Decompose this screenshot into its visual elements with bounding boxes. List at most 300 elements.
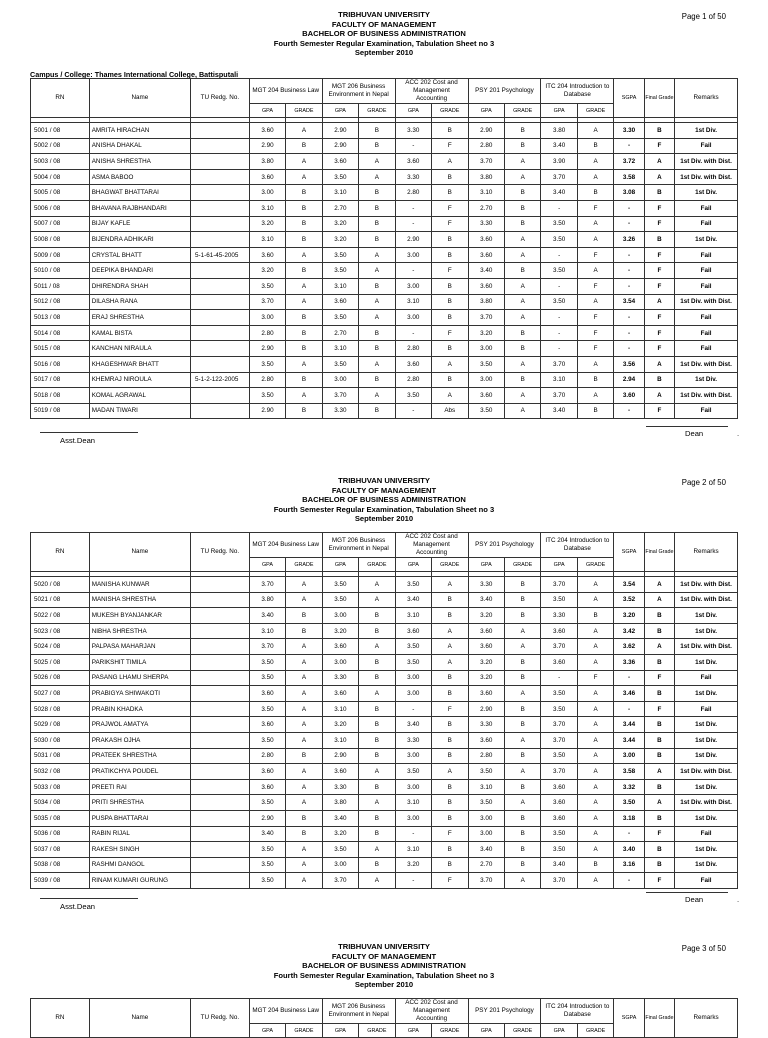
subject-grade: B [504, 779, 540, 795]
subject-gpa: 3.20 [468, 654, 504, 670]
col-grade: GRADE [504, 558, 540, 572]
subject-grade: B [359, 826, 395, 842]
subject-grade: A [504, 795, 540, 811]
remarks: 1st Div. [675, 123, 738, 139]
student-name: BIJAY KAFLE [89, 216, 190, 232]
subject-grade: A [432, 639, 468, 655]
header-program: BACHELOR OF BUSINESS ADMINISTRATION [302, 961, 466, 971]
subject-gpa: 2.70 [322, 200, 358, 216]
subject-gpa: 3.60 [541, 795, 577, 811]
subject-grade: B [359, 810, 395, 826]
roll-number: 5027 / 08 [31, 686, 90, 702]
subject-gpa: 3.60 [468, 247, 504, 263]
roll-number: 5014 / 08 [31, 325, 90, 341]
col-remarks: Remarks [675, 533, 738, 572]
col-gpa: GPA [249, 1024, 285, 1038]
sgpa: - [614, 216, 644, 232]
subject-gpa: 3.60 [249, 123, 285, 139]
roll-number: 5023 / 08 [31, 623, 90, 639]
subject-grade: A [504, 232, 540, 248]
table-row [31, 592, 738, 608]
student-name: PRAKASH OJHA [89, 732, 190, 748]
subject-grade: A [504, 278, 540, 294]
col-gpa: GPA [541, 1024, 577, 1038]
tu-registration [191, 701, 250, 717]
subject-gpa: 3.60 [468, 388, 504, 404]
subject-grade: A [577, 842, 613, 858]
table-row [31, 185, 738, 201]
table-row [31, 686, 738, 702]
sgpa: 3.44 [614, 717, 644, 733]
header-program: BACHELOR OF BUSINESS ADMINISTRATION [302, 29, 466, 39]
subject-gpa: 3.50 [249, 842, 285, 858]
col-gpa: GPA [541, 558, 577, 572]
tu-registration: 5-1-2-122-2005 [191, 372, 250, 388]
subject-gpa: 3.00 [322, 654, 358, 670]
tu-registration [191, 857, 250, 873]
final-grade: B [644, 842, 674, 858]
remarks: Fail [675, 341, 738, 357]
subject-gpa: 3.20 [249, 216, 285, 232]
final-grade: F [644, 216, 674, 232]
subject-gpa: 3.50 [249, 873, 285, 889]
subject-grade: F [432, 325, 468, 341]
table-row [31, 764, 738, 780]
remarks: 1st Div. with Dist. [675, 356, 738, 372]
tu-registration [191, 341, 250, 357]
subject-gpa: 3.40 [468, 592, 504, 608]
subject-gpa: 3.70 [541, 717, 577, 733]
subject-gpa: 3.20 [468, 608, 504, 624]
table-row [31, 123, 738, 139]
subject-grade: B [577, 185, 613, 201]
subject-gpa: 2.70 [322, 325, 358, 341]
subject-grade: B [577, 138, 613, 154]
student-name: KAMAL BISTA [89, 325, 190, 341]
roll-number: 5002 / 08 [31, 138, 90, 154]
student-name: DILASHA RANA [89, 294, 190, 310]
remarks: 1st Div. with Dist. [675, 764, 738, 780]
roll-number: 5029 / 08 [31, 717, 90, 733]
subject-grade: B [359, 325, 395, 341]
remarks: Fail [675, 200, 738, 216]
subject-grade: A [359, 356, 395, 372]
subject-grade: F [432, 873, 468, 889]
subject-grade: B [577, 372, 613, 388]
subject-grade: A [504, 247, 540, 263]
final-grade: A [644, 764, 674, 780]
roll-number: 5039 / 08 [31, 873, 90, 889]
subject-grade: A [432, 356, 468, 372]
subject-grade: B [577, 608, 613, 624]
subject-grade: B [432, 341, 468, 357]
col-rn: RN [31, 533, 90, 572]
subject-grade: A [577, 748, 613, 764]
subject-gpa: 3.70 [468, 310, 504, 326]
subject-gpa: 3.30 [322, 779, 358, 795]
subject-gpa: 3.60 [322, 294, 358, 310]
col-grade: GRADE [359, 104, 395, 118]
final-grade: A [644, 592, 674, 608]
subject-gpa: 3.50 [541, 748, 577, 764]
tu-registration [191, 216, 250, 232]
final-grade: A [644, 154, 674, 170]
table-row [31, 623, 738, 639]
subject-gpa: 3.60 [249, 247, 285, 263]
table-row [31, 608, 738, 624]
header-program: BACHELOR OF BUSINESS ADMINISTRATION [302, 495, 466, 505]
col-tu-redg: TU Redg. No. [191, 999, 250, 1038]
subject-gpa: 3.10 [322, 278, 358, 294]
remarks: 1st Div. [675, 779, 738, 795]
subject-grade: B [286, 200, 322, 216]
subject-gpa: 3.50 [468, 403, 504, 419]
subject-grade: B [504, 654, 540, 670]
sheet-header [0, 476, 768, 524]
roll-number: 5006 / 08 [31, 200, 90, 216]
sheet-header [0, 10, 768, 58]
subject-gpa: 3.40 [541, 138, 577, 154]
remarks: 1st Div. with Dist. [675, 639, 738, 655]
subject-gpa: 2.90 [468, 123, 504, 139]
remarks: Fail [675, 670, 738, 686]
subject-gpa: 3.30 [395, 169, 431, 185]
subject-gpa: 3.50 [249, 670, 285, 686]
tu-registration [191, 810, 250, 826]
subject-grade: F [432, 263, 468, 279]
final-grade: A [644, 169, 674, 185]
table-row [31, 639, 738, 655]
subject-gpa: 3.80 [468, 294, 504, 310]
tu-registration [191, 639, 250, 655]
tu-registration [191, 154, 250, 170]
subject-grade: B [359, 654, 395, 670]
subject-gpa: 2.90 [322, 138, 358, 154]
subject-grade: A [504, 356, 540, 372]
subject-grade: B [432, 748, 468, 764]
subject-grade: B [286, 263, 322, 279]
subject-grade: F [432, 826, 468, 842]
header-university: TRIBHUVAN UNIVERSITY [338, 476, 430, 485]
sgpa: - [614, 341, 644, 357]
subject-gpa: 3.00 [395, 278, 431, 294]
roll-number: 5004 / 08 [31, 169, 90, 185]
remarks: 1st Div. [675, 717, 738, 733]
subject-gpa: - [395, 826, 431, 842]
sgpa: 3.56 [614, 356, 644, 372]
subject-gpa: 3.70 [541, 388, 577, 404]
col-subject: MGT 204 Business Law [249, 533, 322, 558]
subject-gpa: 3.00 [468, 372, 504, 388]
subject-grade: B [432, 278, 468, 294]
sgpa: 3.58 [614, 764, 644, 780]
remarks: 1st Div. [675, 185, 738, 201]
final-grade: A [644, 294, 674, 310]
subject-grade: A [359, 388, 395, 404]
subject-gpa: 3.40 [541, 857, 577, 873]
subject-gpa: 3.00 [395, 247, 431, 263]
subject-grade: A [359, 310, 395, 326]
col-subject: PSY 201 Psychology [468, 79, 541, 104]
student-name: NIBHA SHRESTHA [89, 623, 190, 639]
subject-gpa: - [541, 278, 577, 294]
sgpa: - [614, 263, 644, 279]
subject-grade: F [577, 341, 613, 357]
subject-grade: B [359, 623, 395, 639]
roll-number: 5037 / 08 [31, 842, 90, 858]
subject-grade: A [577, 294, 613, 310]
subject-gpa: 3.60 [395, 356, 431, 372]
subject-grade: B [504, 123, 540, 139]
subject-gpa: 3.60 [249, 764, 285, 780]
subject-gpa: 3.70 [541, 764, 577, 780]
subject-gpa: 3.20 [322, 232, 358, 248]
table-row [31, 138, 738, 154]
subject-grade: F [432, 701, 468, 717]
student-name: BHAGWAT BHATTARAI [89, 185, 190, 201]
final-grade: A [644, 388, 674, 404]
subject-gpa: 3.80 [468, 169, 504, 185]
col-gpa: GPA [322, 558, 358, 572]
subject-grade: A [286, 247, 322, 263]
subject-gpa: 3.10 [249, 232, 285, 248]
subject-gpa: 3.50 [541, 232, 577, 248]
final-grade: B [644, 623, 674, 639]
subject-grade: B [359, 670, 395, 686]
page-number: Page 2 of 50 [681, 478, 726, 487]
remarks: 1st Div. [675, 654, 738, 670]
subject-gpa: 3.60 [468, 686, 504, 702]
col-subject: MGT 204 Business Law [249, 999, 322, 1024]
subject-grade: B [504, 200, 540, 216]
student-name: CRYSTAL BHATT [89, 247, 190, 263]
subject-grade: A [286, 592, 322, 608]
subject-gpa: 3.30 [468, 717, 504, 733]
roll-number: 5019 / 08 [31, 403, 90, 419]
subject-gpa: 3.00 [249, 310, 285, 326]
col-remarks: Remarks [675, 79, 738, 118]
col-name: Name [89, 79, 190, 118]
subject-gpa: 3.30 [468, 216, 504, 232]
roll-number: 5018 / 08 [31, 388, 90, 404]
subject-grade: B [504, 857, 540, 873]
subject-gpa: 3.50 [395, 388, 431, 404]
subject-grade: A [286, 639, 322, 655]
sgpa: 3.26 [614, 232, 644, 248]
subject-grade: B [359, 779, 395, 795]
subject-gpa: 3.60 [468, 232, 504, 248]
student-name: MANISHA KUNWAR [89, 577, 190, 593]
subject-gpa: - [395, 701, 431, 717]
subject-grade: A [359, 764, 395, 780]
subject-gpa: - [541, 325, 577, 341]
subject-gpa: 3.10 [395, 842, 431, 858]
sgpa: 3.46 [614, 686, 644, 702]
remarks: 1st Div. [675, 857, 738, 873]
header-row [31, 79, 738, 104]
subject-grade: F [577, 325, 613, 341]
campus-label: Campus / College: Thames International College, Battisputali [30, 70, 239, 79]
student-name: PRATIKCHYA POUDEL [89, 764, 190, 780]
header-exam: Fourth Semester Regular Examination, Tabulation Sheet no 3 [273, 38, 495, 48]
sgpa: - [614, 247, 644, 263]
remarks: 1st Div. with Dist. [675, 169, 738, 185]
table-row [31, 310, 738, 326]
table-row [31, 341, 738, 357]
subject-grade: A [577, 123, 613, 139]
table-row [31, 795, 738, 811]
col-grade: GRADE [286, 1024, 322, 1038]
subject-gpa: 3.00 [395, 310, 431, 326]
subject-gpa: 3.50 [322, 263, 358, 279]
tu-registration [191, 842, 250, 858]
subject-grade: A [286, 795, 322, 811]
table-row [31, 779, 738, 795]
subject-grade: A [359, 639, 395, 655]
tu-registration [191, 138, 250, 154]
subject-gpa: 3.50 [249, 857, 285, 873]
student-name: PALPASA MAHARJAN [89, 639, 190, 655]
subject-gpa: 3.60 [541, 810, 577, 826]
subject-grade: F [432, 216, 468, 232]
tu-registration [191, 232, 250, 248]
subject-gpa: 3.80 [249, 592, 285, 608]
table-row [31, 247, 738, 263]
subject-gpa: 3.40 [395, 592, 431, 608]
roll-number: 5022 / 08 [31, 608, 90, 624]
dean-signature-line [646, 892, 728, 893]
tu-registration [191, 670, 250, 686]
final-grade: F [644, 403, 674, 419]
col-subject: ACC 202 Cost and Management Accounting [395, 79, 468, 104]
col-grade: GRADE [359, 558, 395, 572]
remarks: 1st Div. [675, 372, 738, 388]
table-row [31, 654, 738, 670]
subject-grade: B [359, 341, 395, 357]
student-name: RASHMI DANGOL [89, 857, 190, 873]
subject-grade: A [359, 263, 395, 279]
col-grade: GRADE [432, 558, 468, 572]
header-row [31, 999, 738, 1024]
remarks: 1st Div. [675, 748, 738, 764]
final-grade: B [644, 654, 674, 670]
subject-gpa: 3.20 [322, 826, 358, 842]
final-grade: F [644, 247, 674, 263]
sgpa: 3.16 [614, 857, 644, 873]
final-grade: B [644, 686, 674, 702]
subject-grade: A [432, 388, 468, 404]
subject-gpa: - [541, 341, 577, 357]
subject-gpa: 3.00 [322, 372, 358, 388]
subject-grade: B [432, 857, 468, 873]
roll-number: 5031 / 08 [31, 748, 90, 764]
results-table [30, 78, 738, 419]
subject-grade: B [432, 372, 468, 388]
sgpa: - [614, 670, 644, 686]
sgpa: - [614, 826, 644, 842]
subject-gpa: 3.30 [322, 403, 358, 419]
final-grade: B [644, 608, 674, 624]
tu-registration [191, 779, 250, 795]
subject-gpa: 3.50 [249, 356, 285, 372]
subject-grade: A [577, 592, 613, 608]
sgpa: - [614, 325, 644, 341]
student-name: ANISHA DHAKAL [89, 138, 190, 154]
subject-grade: B [432, 294, 468, 310]
subject-grade: A [577, 263, 613, 279]
roll-number: 5007 / 08 [31, 216, 90, 232]
subject-grade: B [432, 686, 468, 702]
subject-gpa: 3.10 [322, 732, 358, 748]
roll-number: 5001 / 08 [31, 123, 90, 139]
subject-grade: B [432, 247, 468, 263]
subject-grade: B [504, 826, 540, 842]
header-session: September 2010 [354, 980, 414, 990]
subject-gpa: 3.10 [395, 608, 431, 624]
student-name: PRABIGYA SHIWAKOTI [89, 686, 190, 702]
final-grade: F [644, 873, 674, 889]
subject-gpa: 3.30 [395, 123, 431, 139]
remarks: Fail [675, 325, 738, 341]
subject-grade: B [504, 748, 540, 764]
roll-number: 5026 / 08 [31, 670, 90, 686]
subject-grade: A [286, 873, 322, 889]
subject-grade: A [432, 154, 468, 170]
subject-gpa: - [541, 247, 577, 263]
final-grade: F [644, 263, 674, 279]
remarks: Fail [675, 310, 738, 326]
subject-grade: A [359, 592, 395, 608]
col-grade: GRADE [504, 104, 540, 118]
student-name: ANISHA SHRESTHA [89, 154, 190, 170]
table-row [31, 388, 738, 404]
subject-grade: F [577, 247, 613, 263]
student-name: DHIRENDRA SHAH [89, 278, 190, 294]
subject-grade: B [432, 185, 468, 201]
subject-gpa: 2.80 [468, 748, 504, 764]
tu-registration [191, 608, 250, 624]
subject-gpa: 2.70 [468, 857, 504, 873]
subject-gpa: 3.60 [249, 169, 285, 185]
student-name: AMRITA HIRACHAN [89, 123, 190, 139]
final-grade: F [644, 701, 674, 717]
subject-grade: B [504, 138, 540, 154]
col-subject: MGT 206 Business Environment in Nepal [322, 999, 395, 1024]
student-name: RAKESH SINGH [89, 842, 190, 858]
col-final-grade: Final Grade [644, 79, 674, 118]
subject-gpa: 3.50 [249, 654, 285, 670]
roll-number: 5005 / 08 [31, 185, 90, 201]
tu-registration [191, 294, 250, 310]
roll-number: 5011 / 08 [31, 278, 90, 294]
subject-gpa: 3.10 [322, 341, 358, 357]
student-name: PREETI RAI [89, 779, 190, 795]
subject-gpa: 3.70 [249, 577, 285, 593]
roll-number: 5038 / 08 [31, 857, 90, 873]
tu-registration [191, 873, 250, 889]
subject-gpa: 3.70 [541, 577, 577, 593]
subject-gpa: - [395, 325, 431, 341]
asst-dean-label: Asst.Dean [60, 902, 96, 911]
subject-gpa: 2.90 [249, 403, 285, 419]
subject-grade: A [577, 795, 613, 811]
subject-grade: B [504, 263, 540, 279]
subject-gpa: 3.50 [322, 247, 358, 263]
final-grade: F [644, 341, 674, 357]
subject-grade: B [504, 185, 540, 201]
subject-gpa: 2.80 [395, 185, 431, 201]
subject-grade: B [504, 325, 540, 341]
